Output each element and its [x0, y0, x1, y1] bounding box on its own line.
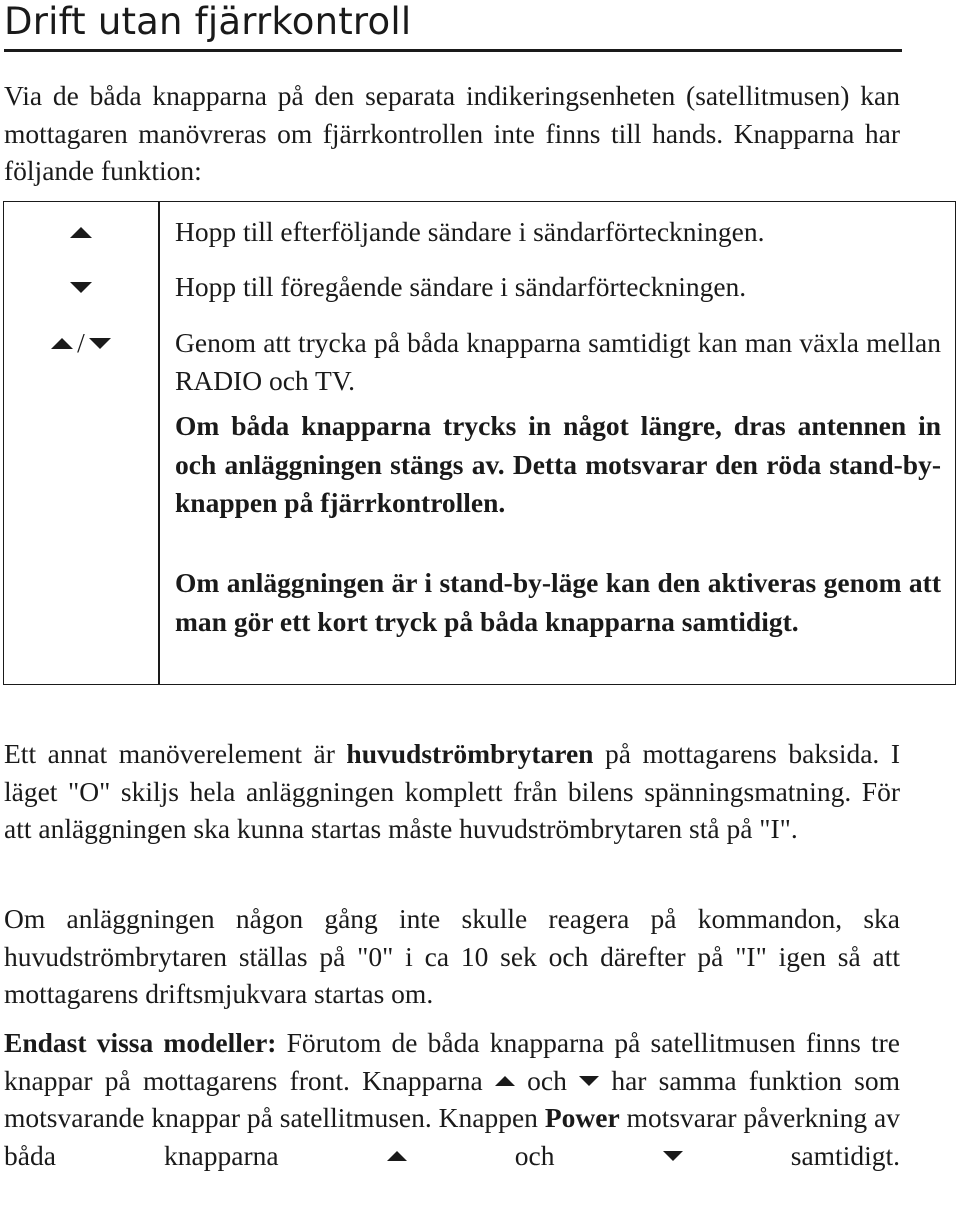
main-switch-text-2: på mottagarens baksida. I läget "O" skiljs hela anläggningen komplett från bilens spänningsmatning. För att anläggningen ska kunna startas måste huvudströmbrytaren stå på "I".	[4, 738, 901, 844]
function-wake-note: Om anläggningen är i stand-by-läge kan den aktiveras genom att man gör ett kort tryck på båda knapparna samtidigt.	[175, 567, 941, 637]
function-previous-station: Hopp till föregående sändare i sändarförteckningen.	[175, 271, 747, 302]
key-cell-up	[4, 213, 158, 250]
main-switch-emphasis: huvudströmbrytaren	[346, 738, 594, 769]
arrow-down-icon	[663, 1151, 683, 1161]
title-divider	[4, 49, 902, 52]
arrow-up-icon	[387, 1151, 407, 1161]
key-cell-down	[4, 268, 158, 305]
button-function-table	[3, 201, 956, 685]
reset-paragraph: Om anläggningen någon gång inte skulle reagera på kommandon, ska huvudströmbrytaren ställas på "0" i ca 10 sek och därefter på "I" igen så att mottagarens driftsmjukvara startas om.	[4, 903, 900, 1009]
models-text-3: har samma funktion som motsvarande knappar på satellitmusen. Knappen	[4, 1064, 901, 1133]
arrow-down-icon	[70, 282, 92, 293]
main-switch-paragraph	[4, 735, 900, 848]
models-paragraph	[4, 1024, 900, 1174]
models-text-5: och	[406, 1139, 663, 1171]
function-standby-note: Om båda knapparna trycks in något längre, dras antennen in och anläggningen stängs av. Detta motsvarar den röda stand-by-knappen på fjärrkontrollen.	[175, 410, 941, 518]
models-text-1: Förutom de båda knapparna på satellitmusen finns tre knappar på mottagarens front. Knapparna	[4, 1027, 900, 1096]
intro-paragraph: Via de båda knapparna på den separata indikeringsenheten (satellitmusen) kan mottagaren manövreras om fjärrkontrollen inte finns till hands. Knapparna har följande funktion:	[4, 80, 900, 186]
key-separator: /	[77, 327, 85, 358]
key-cell-up-down	[4, 324, 158, 361]
models-label: Endast vissa modeller:	[4, 1027, 277, 1058]
table-column-divider	[158, 202, 160, 684]
models-text-4: motsvarar påverkning av båda knapparna	[4, 1102, 900, 1171]
arrow-up-icon	[70, 227, 92, 238]
function-next-station: Hopp till efterföljande sändare i sändarförteckningen.	[175, 216, 765, 247]
models-text-6: samtidigt.	[682, 1139, 900, 1171]
function-toggle-radio-tv: Genom att trycka på båda knapparna samtidigt kan man växla mellan RADIO och TV.	[175, 327, 941, 396]
power-label: Power	[544, 1102, 620, 1133]
arrow-up-icon	[51, 338, 73, 349]
page-title: Drift utan fjärrkontroll	[4, 0, 412, 43]
main-switch-text-1: Ett annat manöverelement är	[4, 738, 347, 769]
arrow-down-icon	[89, 338, 111, 349]
arrow-down-icon	[579, 1076, 599, 1086]
models-text-2: och	[514, 1064, 580, 1096]
arrow-up-icon	[495, 1076, 515, 1086]
